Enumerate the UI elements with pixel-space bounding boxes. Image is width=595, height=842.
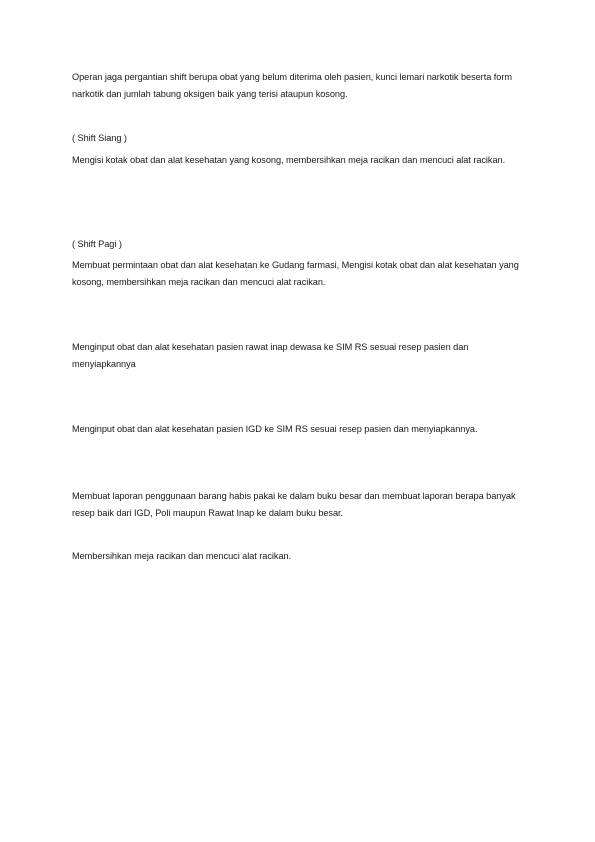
heading-shift-siang: ( Shift Siang ) xyxy=(72,133,127,143)
paragraph-shift-siang-task: Mengisi kotak obat dan alat kesehatan yang kosong, membersihkan meja racikan dan mencuci alat racikan. xyxy=(72,155,506,165)
heading-shift-pagi: ( Shift Pagi ) xyxy=(72,239,122,249)
paragraph-input-rawat-inap: Menginput obat dan alat kesehatan pasien rawat inap dewasa ke SIM RS sesuai resep pasien dan menyiapkannya xyxy=(72,342,469,369)
paragraph-input-igd: Menginput obat dan alat kesehatan pasien IGD ke SIM RS sesuai resep pasien dan menyiapkannya. xyxy=(72,424,478,434)
paragraph-shift-pagi-request: Membuat permintaan obat dan alat kesehatan ke Gudang farmasi, Mengisi kotak obat dan alat kesehatan yang kosong, membersihkan meja racikan dan mencuci alat racikan. xyxy=(72,260,519,287)
paragraph-handover: Operan jaga pergantian shift berupa obat yang belum diterima oleh pasien, kunci lemari narkotik beserta form narkotik dan jumlah tabung oksigen baik yang terisi ataupun kosong. xyxy=(72,72,512,99)
paragraph-membersihkan: Membersihkan meja racikan dan mencuci alat racikan. xyxy=(72,551,292,561)
paragraph-laporan: Membuat laporan penggunaan barang habis pakai ke dalam buku besar dan membuat laporan berapa banyak resep baik dari IGD, Poli maupun Rawat Inap ke dalam buku besar. xyxy=(72,491,516,518)
